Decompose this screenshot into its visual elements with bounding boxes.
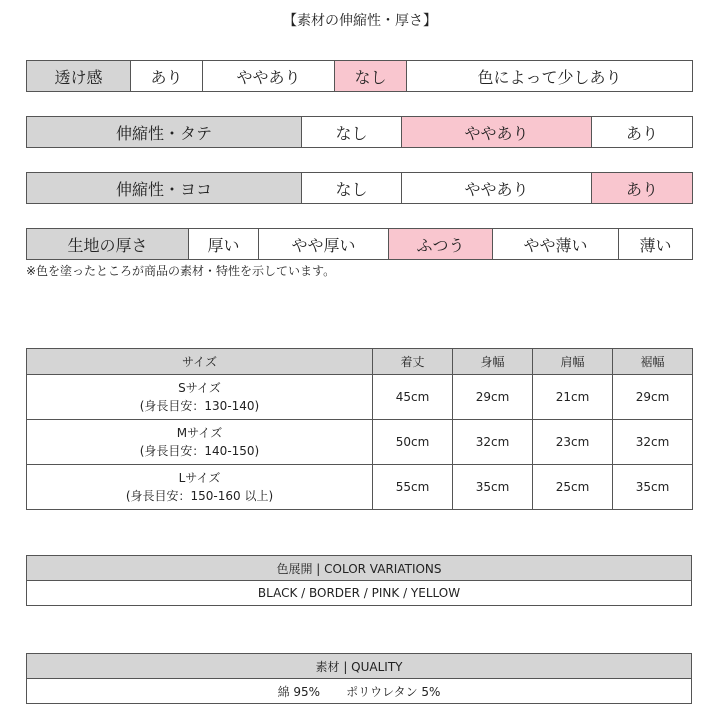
table-row: [27, 465, 693, 510]
stretch-horizontal-table: [26, 172, 693, 204]
note-text: ※色を塗ったところが商品の素材・特性を示しています。: [26, 264, 336, 278]
header-length: 着丈: [373, 349, 453, 375]
length-cell: 50cm: [373, 420, 453, 465]
size-name: Mサイズ: [176, 426, 223, 440]
thickness-label: 生地の厚さ: [27, 229, 189, 260]
thickness-table: [26, 228, 693, 260]
size-height: (身長目安：130-140): [139, 399, 260, 413]
size-cell: [27, 465, 373, 510]
stretch-vertical-option: あり: [592, 117, 693, 148]
length-cell: 45cm: [373, 375, 453, 420]
size-name: Lサイズ: [178, 471, 221, 485]
stretch-horizontal-option-selected: あり: [592, 173, 693, 204]
hem-cell: 35cm: [613, 465, 693, 510]
quality-table: [26, 653, 692, 704]
size-table-header: [27, 349, 693, 375]
size-height: (身長目安：150-160 以上): [125, 489, 274, 503]
page-title: 【素材の伸縮性・厚さ】: [283, 13, 437, 29]
quality-header: 素材 | QUALITY: [27, 654, 692, 679]
size-table: [26, 348, 693, 510]
thickness-option-selected: ふつう: [389, 229, 493, 260]
transparency-label: 透け感: [27, 61, 131, 92]
thickness-option: 厚い: [189, 229, 259, 260]
length-cell: 55cm: [373, 465, 453, 510]
color-variations-value: BLACK / BORDER / PINK / YELLOW: [27, 581, 692, 606]
table-row: [27, 375, 693, 420]
color-variations-table: [26, 555, 692, 606]
size-cell: [27, 375, 373, 420]
header-hem: 裾幅: [613, 349, 693, 375]
shoulder-cell: 23cm: [533, 420, 613, 465]
size-name: Sサイズ: [178, 381, 221, 395]
stretch-horizontal-label: 伸縮性・ヨコ: [27, 173, 302, 204]
transparency-option: 色によって少しあり: [407, 61, 693, 92]
hem-cell: 32cm: [613, 420, 693, 465]
stretch-horizontal-option: ややあり: [402, 173, 592, 204]
size-height: (身長目安：140-150): [139, 444, 260, 458]
hem-cell: 29cm: [613, 375, 693, 420]
transparency-option: あり: [131, 61, 203, 92]
thickness-option: やや薄い: [493, 229, 619, 260]
header-body-width: 身幅: [453, 349, 533, 375]
body-width-cell: 35cm: [453, 465, 533, 510]
stretch-vertical-option-selected: ややあり: [402, 117, 592, 148]
stretch-vertical-label: 伸縮性・タテ: [27, 117, 302, 148]
body-width-cell: 32cm: [453, 420, 533, 465]
thickness-option: 薄い: [619, 229, 693, 260]
size-cell: [27, 420, 373, 465]
shoulder-cell: 21cm: [533, 375, 613, 420]
transparency-option: ややあり: [203, 61, 335, 92]
transparency-option-selected: なし: [335, 61, 407, 92]
stretch-horizontal-option: なし: [302, 173, 402, 204]
material-polyurethane: ポリウレタン 5%: [346, 684, 441, 699]
material-cotton: 綿 95%: [277, 684, 321, 699]
transparency-table: [26, 60, 693, 92]
stretch-vertical-option: なし: [302, 117, 402, 148]
header-size: サイズ: [27, 349, 373, 375]
table-row: [27, 420, 693, 465]
quality-value: [27, 679, 692, 704]
thickness-option: やや厚い: [259, 229, 389, 260]
body-width-cell: 29cm: [453, 375, 533, 420]
header-shoulder: 肩幅: [533, 349, 613, 375]
shoulder-cell: 25cm: [533, 465, 613, 510]
stretch-vertical-table: [26, 116, 693, 148]
color-variations-header: 色展開 | COLOR VARIATIONS: [27, 556, 692, 581]
